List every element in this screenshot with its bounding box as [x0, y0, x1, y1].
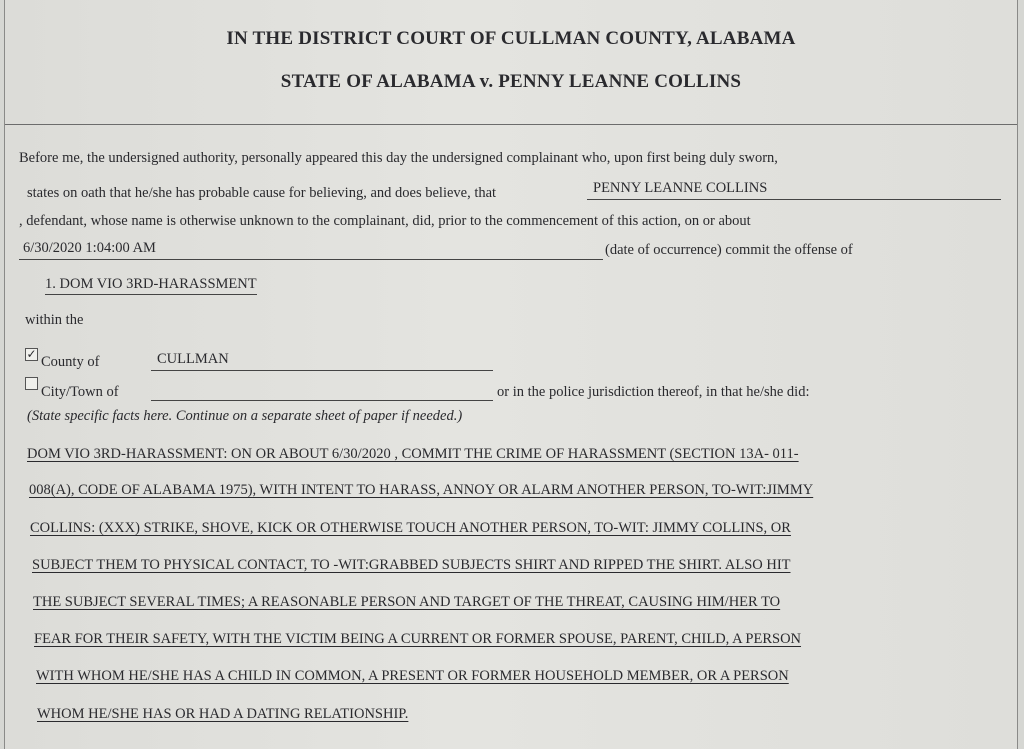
city-town-label: City/Town of — [41, 384, 119, 400]
fact-line: SUBJECT THEM TO PHYSICAL CONTACT, TO -WIT:GRABBED SUBJECTS SHIRT AND RIPPED THE SHIRT. ALSO HIT — [32, 557, 791, 573]
within-label: within the — [25, 312, 84, 328]
county-label: County of — [41, 354, 100, 370]
probable-cause-line: states on oath that he/she has probable cause for believing, and does believe, that — [27, 185, 497, 201]
fact-line: THE SUBJECT SEVERAL TIMES; A REASONABLE PERSON AND TARGET OF THE THREAT, CAUSING HIM/HER TO — [33, 594, 781, 610]
complaint-intro-line: Before me, the undersigned authority, personally appeared this day the undersigned complainant who, upon first being duly sworn, — [19, 150, 778, 166]
county-checkbox[interactable] — [25, 348, 38, 361]
document-page — [4, 0, 1018, 749]
fact-line: COLLINS: (XXX) STRIKE, SHOVE, KICK OR OTHERWISE TOUCH ANOTHER PERSON, TO-WIT: JIMMY COLLINS, OR — [30, 520, 791, 536]
fact-line: WITH WHOM HE/SHE HAS A CHILD IN COMMON, A PRESENT OR FORMER HOUSEHOLD MEMBER, OR A PERSON — [36, 668, 789, 684]
checkmark-icon: ✓ — [26, 347, 37, 361]
offense-charge: 1. DOM VIO 3RD-HARASSMENT — [45, 276, 257, 295]
court-title: IN THE DISTRICT COURT OF CULLMAN COUNTY, ALABAMA — [226, 28, 796, 49]
instructions-text: (State specific facts here. Continue on a separate sheet of paper if needed.) — [27, 408, 463, 424]
fact-line: DOM VIO 3RD-HARASSMENT: ON OR ABOUT 6/30/2020 , COMMIT THE CRIME OF HARASSMENT (SECTION 13A- 011- — [27, 446, 799, 462]
case-title: STATE OF ALABAMA v. PENNY LEANNE COLLINS — [280, 71, 742, 92]
city-town-field — [151, 381, 493, 401]
defendant-name-field: PENNY LEANNE COLLINS — [587, 180, 1001, 200]
document-header — [5, 0, 1017, 125]
date-of-occurrence-field: 6/30/2020 1:04:00 AM — [19, 240, 603, 260]
jurisdiction-text: or in the police jurisdiction thereof, in that he/she did: — [497, 384, 810, 400]
fact-line: FEAR FOR THEIR SAFETY, WITH THE VICTIM BEING A CURRENT OR FORMER SPOUSE, PARENT, CHILD, A PERSON — [34, 631, 802, 647]
county-field: CULLMAN — [151, 351, 493, 371]
fact-line: WHOM HE/SHE HAS OR HAD A DATING RELATIONSHIP. — [37, 706, 409, 722]
city-town-checkbox[interactable] — [25, 377, 38, 390]
defendant-statement-line: , defendant, whose name is otherwise unknown to the complainant, did, prior to the commencement of this action, on or about — [19, 213, 751, 229]
fact-line: 008(A), CODE OF ALABAMA 1975), WITH INTENT TO HARASS, ANNOY OR ALARM ANOTHER PERSON, TO-WIT:JIMMY — [29, 482, 814, 498]
date-of-occurrence-label: (date of occurrence) commit the offense of — [605, 242, 853, 258]
